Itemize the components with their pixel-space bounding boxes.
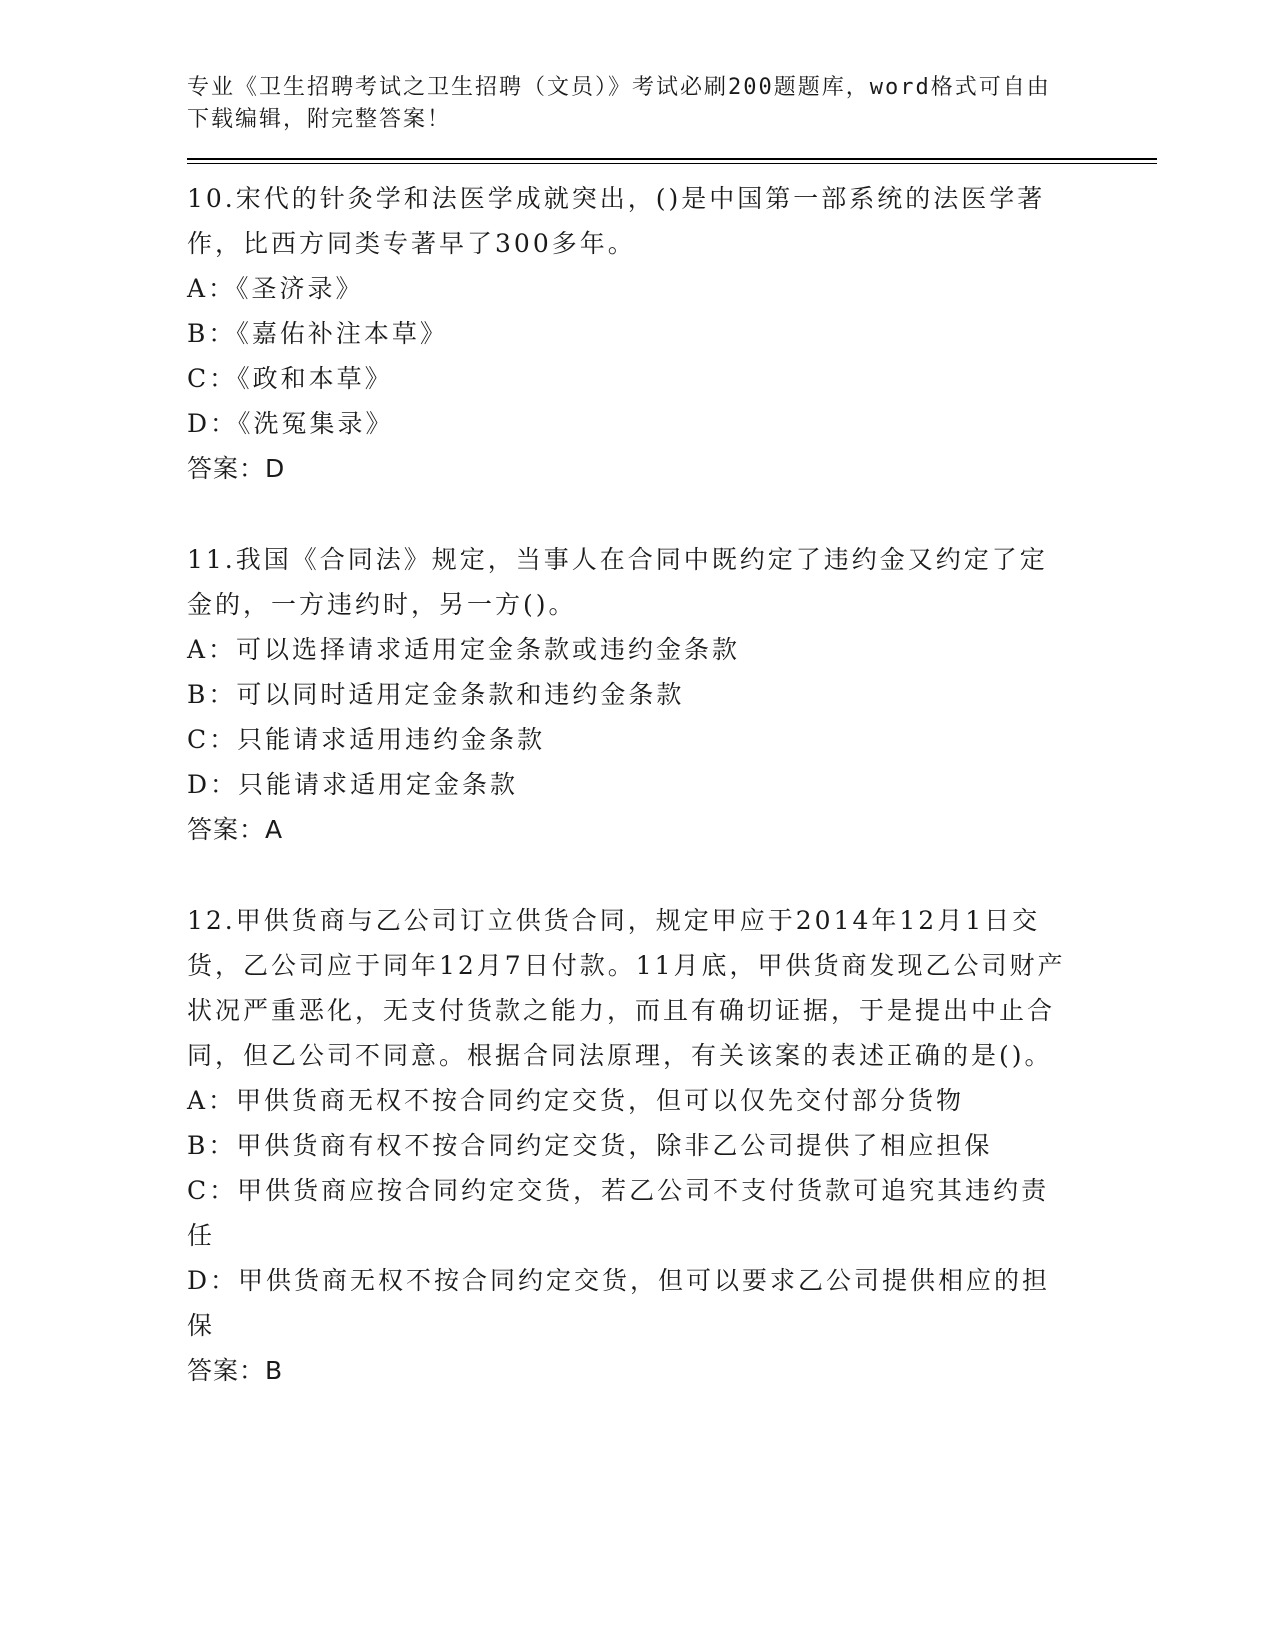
document-page: [187, 72, 1157, 1393]
option-c: C：只能请求适用违约金条款: [187, 725, 546, 754]
question-12: [187, 898, 1067, 1393]
option-d: D：甲供货商无权不按合同约定交货，但可以要求乙公司提供相应的担保: [187, 1266, 1051, 1340]
question-list: [187, 176, 1067, 1393]
option-c: C：甲供货商应按合同约定交货，若乙公司不支付货款可追究其违约责任: [187, 1176, 1050, 1250]
option-a: A：可以选择请求适用定金条款或违约金条款: [187, 635, 741, 664]
option-a: A：甲供货商无权不按合同约定交货，但可以仅先交付部分货物: [187, 1086, 965, 1115]
option-d: D：《洗冤集录》: [187, 409, 394, 438]
option-b: B：甲供货商有权不按合同约定交货，除非乙公司提供了相应担保: [187, 1131, 993, 1160]
answer-line: 答案：D: [187, 454, 286, 483]
document-header: 专业《卫生招聘考试之卫生招聘（文员）》考试必刷200题题库，word格式可自由下载编辑，附完整答案！: [187, 75, 1051, 132]
question-stem: 10.宋代的针灸学和法医学成就突出，()是中国第一部系统的法医学著作，比西方同类专著早了300多年。: [187, 184, 1046, 258]
option-b: B：可以同时适用定金条款和违约金条款: [187, 680, 685, 709]
option-b: B：《嘉佑补注本草》: [187, 319, 448, 348]
question-stem: 11.我国《合同法》规定，当事人在合同中既约定了违约金又约定了定金的，一方违约时，另一方()。: [187, 545, 1048, 619]
header-divider: [187, 158, 1157, 164]
option-d: D：只能请求适用定金条款: [187, 770, 519, 799]
question-10: [187, 176, 1067, 491]
question-11: [187, 537, 1067, 852]
answer-line: 答案：B: [187, 1356, 284, 1385]
question-stem: 12.甲供货商与乙公司订立供货合同，规定甲应于2014年12月1日交货，乙公司应于同年12月7日付款。11月底，甲供货商发现乙公司财产状况严重恶化，无支付货款之能力，而且有确切证据，于是提出中止合同，但乙公司不同意。根据合同法原理，有关该案的表述正确的是()。: [187, 906, 1066, 1070]
answer-line: 答案：A: [187, 815, 284, 844]
option-a: A：《圣济录》: [187, 274, 364, 303]
option-c: C：《政和本草》: [187, 364, 393, 393]
